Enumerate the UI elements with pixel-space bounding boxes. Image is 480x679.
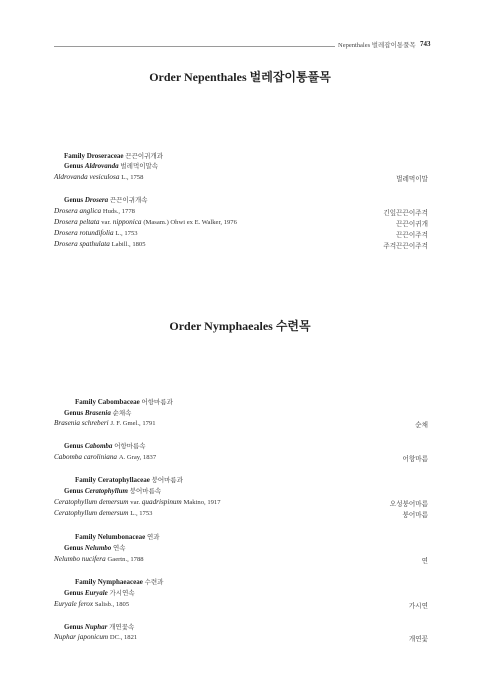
species-name: Ceratophyllum demersum [54, 498, 129, 506]
header-rule [54, 46, 335, 47]
species-korean-name: 가시연 [408, 603, 428, 610]
species-entry [54, 173, 143, 181]
species-author: L., 1753 [130, 510, 153, 517]
species-korean-name: 주걱끈끈이주걱 [383, 243, 428, 250]
species-name: Drosera rotundifolia [54, 229, 114, 237]
species-author: A. Gray, 1837 [118, 454, 157, 461]
species-entry [54, 600, 129, 608]
species-name: Euryale ferox [54, 600, 94, 608]
species-author: Labill., 1805 [111, 241, 146, 248]
page-number: 743 [420, 40, 431, 48]
species-author: L., 1753 [115, 230, 138, 237]
family-korean-name: 어항마름과 [141, 399, 173, 406]
species-author: DC., 1821 [109, 634, 138, 641]
family-name: Family Ceratophyllaceae [75, 476, 150, 484]
infraspecific-rank: var. [101, 219, 111, 226]
genus-heading: Genus Drosera 끈끈이귀개속 [64, 196, 148, 204]
species-name: Aldrovanda vesiculosa [54, 173, 120, 181]
family-korean-name: 끈끈이귀개과 [125, 153, 163, 160]
genus-name: Drosera [84, 196, 109, 204]
species-author: Salisb., 1805 [94, 601, 130, 608]
genus-name: Nelumbo [84, 544, 112, 552]
species-author: L., 1758 [121, 174, 144, 181]
species-korean-name: 벌레먹이말 [396, 176, 428, 183]
order-title: Order Nepenthales 벌레잡이통풀목 [149, 70, 331, 84]
species-entry [54, 419, 156, 427]
species-name: Drosera peltata [54, 218, 100, 226]
genus-name: Nuphar [84, 623, 108, 631]
species-name: Nelumbo nucifera [54, 555, 106, 563]
running-head: Nepenthales 벌레잡이통풀목 [338, 42, 416, 49]
genus-heading: Genus Nelumbo 연속 [64, 544, 126, 552]
genus-korean-name: 붕어마름속 [129, 488, 162, 495]
genus-heading: Genus Brasenia 순채속 [64, 409, 132, 417]
species-korean-name: 개연꽃 [408, 636, 428, 643]
infraspecific-name: quadrispinum [141, 498, 182, 506]
species-author: Makino, 1917 [183, 499, 221, 506]
genus-korean-name: 가시연속 [109, 590, 135, 597]
species-name: Ceratophyllum demersum [54, 509, 129, 517]
species-entry [54, 207, 135, 215]
genus-korean-name: 순채속 [112, 410, 132, 417]
genus-korean-name: 어항마름속 [114, 443, 146, 450]
genus-heading: Genus Aldrovanda 벌레먹이말속 [64, 162, 159, 170]
family-korean-name: 수련과 [144, 579, 164, 586]
genus-name: Euryale [84, 589, 108, 597]
species-entry [54, 229, 138, 237]
genus-korean-name: 벌레먹이말속 [120, 163, 159, 170]
genus-heading: Genus Euryale 가시연속 [64, 589, 135, 597]
genus-heading: Genus Cabomba 어항마름속 [64, 442, 146, 450]
species-name: Brasenia schreberi [54, 419, 109, 427]
species-entry [54, 498, 221, 506]
species-korean-name: 끈끈이주걱 [396, 232, 428, 239]
species-name: Drosera spathulata [54, 240, 110, 248]
species-entry [54, 633, 137, 641]
species-korean-name: 오성붕어마름 [389, 501, 428, 508]
species-korean-name: 끈끈이귀개 [396, 221, 428, 228]
family-name: Family Nelumbonaceae [75, 533, 146, 541]
species-entry [54, 240, 146, 248]
species-author: Gaertn., 1788 [107, 556, 144, 563]
genus-korean-name: 개연꽃속 [109, 624, 135, 631]
species-korean-name: 붕어마름 [402, 512, 428, 519]
species-author: Huds., 1778 [102, 208, 135, 215]
family-heading [75, 475, 183, 484]
genus-name: Ceratophyllum [84, 487, 128, 495]
family-name: Family Nymphaeaceae [75, 578, 143, 586]
genus-name: Cabomba [84, 442, 113, 450]
genus-korean-name: 끈끈이귀개속 [109, 197, 148, 204]
species-entry [54, 509, 152, 517]
species-entry [54, 453, 156, 461]
family-korean-name: 연과 [146, 534, 160, 541]
genus-name: Aldrovanda [84, 162, 119, 170]
genus-korean-name: 연속 [113, 545, 126, 552]
species-korean-name: 어항마름 [402, 456, 428, 463]
family-heading [75, 577, 163, 586]
species-korean-name: 긴잎끈끈이주걱 [383, 210, 428, 217]
family-korean-name: 붕어마름과 [151, 477, 183, 484]
genus-name: Brasenia [84, 409, 111, 417]
family-name: Family Droseraceae [64, 152, 124, 160]
species-name: Cabomba caroliniana [54, 453, 118, 461]
species-author: J. F. Gmel., 1791 [110, 420, 156, 427]
genus-heading: Genus Ceratophyllum 붕어마름속 [64, 487, 162, 495]
genus-heading: Genus Nuphar 개연꽃속 [64, 623, 135, 631]
family-name: Family Cabombaceae [75, 398, 140, 406]
infraspecific-name: nipponica [112, 218, 142, 226]
species-entry [54, 555, 144, 563]
species-korean-name: 연 [421, 558, 428, 565]
species-korean-name: 순채 [415, 422, 428, 429]
species-name: Nuphar japonicum [54, 633, 109, 641]
order-title: Order Nymphaeales 수련목 [169, 319, 311, 333]
infraspecific-rank: var. [130, 499, 140, 506]
species-name: Drosera anglica [54, 207, 102, 215]
species-author: (Masam.) Ohwi ex E. Walker, 1976 [143, 219, 237, 226]
family-heading [75, 532, 160, 541]
species-entry [54, 218, 237, 226]
family-heading [75, 397, 173, 406]
family-heading [64, 151, 163, 160]
